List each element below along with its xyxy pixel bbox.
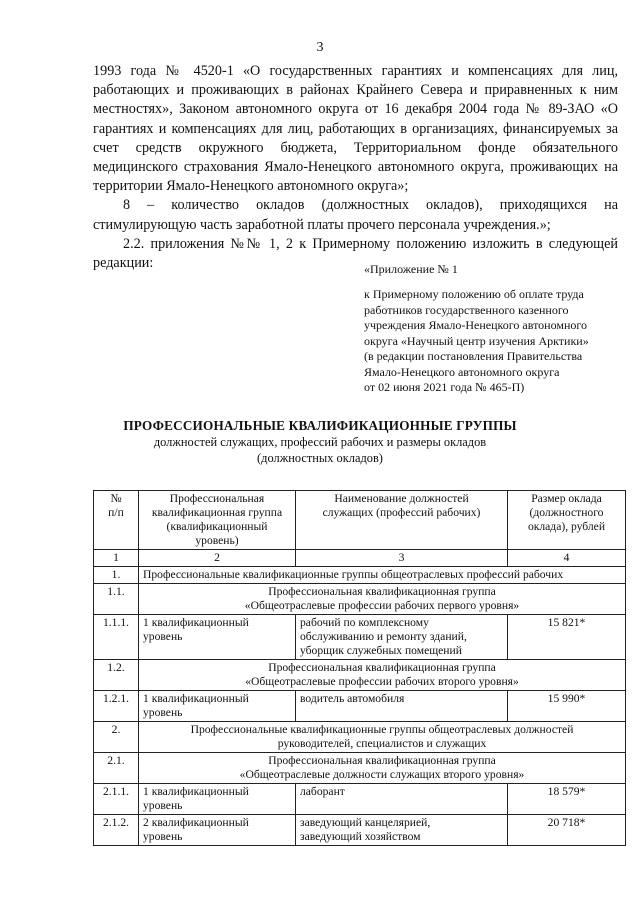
appendix-line: работников государственного казенного <box>364 302 569 317</box>
header-num: № п/п <box>94 491 139 550</box>
table-row <box>94 784 626 815</box>
appendix-line: округа «Научный центр изучения Арктики» <box>364 333 589 348</box>
appendix-line: учреждения Ямало-Ненецкого автономного <box>364 318 587 332</box>
qualification-level: 1 квалификационный уровень <box>139 784 296 815</box>
qualification-level: 1 квалификационный уровень <box>139 615 296 660</box>
section-heading <box>0 418 640 466</box>
qualification-table <box>93 490 626 846</box>
row-number: 2.1.2. <box>94 815 139 846</box>
row-number: 1.2. <box>94 660 139 691</box>
position-name: рабочий по комплексному обслуживанию и ремонту зданий, уборщик служебных помещений <box>296 615 508 660</box>
section-title: Профессиональные квалификационные группы общеотраслевых должностей руководителей, специалистов и служащих <box>139 722 626 753</box>
row-number: 1.1.1. <box>94 615 139 660</box>
table-row <box>94 584 626 615</box>
appendix-line: Ямало-Ненецкого автономного округа <box>364 364 560 379</box>
paragraph-1: 1993 года № 4520-1 «О государственных гарантиях и компенсациях для лиц, работающих и проживающих в районах Крайнего Севера и приравненных к ним местностях», Законом автономного округа от 16 декабря 2004 года № 89-ЗАО «О гарантиях и компенсациях для лиц, работающих в организациях, финансируемых за счет средств окружного бюджета, Территориальном фонде обязательного медицинского страхования Ямало-Ненецкого автономного округа, проживающих на территории Ямало-Ненецкого автономного округа»; <box>93 63 618 195</box>
section-title: Профессиональные квалификационные группы общеотраслевых профессий рабочих <box>139 567 626 584</box>
appendix-title: «Приложение № 1 <box>364 262 458 276</box>
table-row <box>94 615 626 660</box>
header-group: Профессиональная квалификационная группа (квалификационный уровень) <box>139 491 296 550</box>
salary-value: 15 821* <box>508 615 626 660</box>
appendix-line: (в редакции постановления Правительства <box>364 349 583 363</box>
salary-value: 18 579* <box>508 784 626 815</box>
position-name: водитель автомобиля <box>296 691 508 722</box>
column-number-row <box>94 550 626 567</box>
heading-subtitle: (должностных окладов) <box>257 451 383 465</box>
row-number: 1. <box>94 567 139 584</box>
position-name: заведующий канцелярией, заведующий хозяйством <box>296 815 508 846</box>
position-name: лаборант <box>296 784 508 815</box>
column-number: 1 <box>94 550 139 567</box>
row-number: 2. <box>94 722 139 753</box>
salary-value: 20 718* <box>508 815 626 846</box>
row-number: 2.1. <box>94 753 139 784</box>
qualification-level: 1 квалификационный уровень <box>139 691 296 722</box>
table-row <box>94 722 626 753</box>
body-text <box>93 62 618 273</box>
qualification-level: 2 квалификационный уровень <box>139 815 296 846</box>
column-number: 3 <box>296 550 508 567</box>
paragraph-3: 2.2. приложения №№ 1, 2 к Примерному положению изложить в следующей редакции: <box>93 235 618 272</box>
row-number: 1.1. <box>94 584 139 615</box>
salary-value: 15 990* <box>508 691 626 722</box>
column-number: 4 <box>508 550 626 567</box>
heading-subtitle: должностей служащих, профессий рабочих и размеры окладов <box>153 435 487 449</box>
appendix-line: к Примерному положению об оплате труда <box>364 287 584 301</box>
table-row <box>94 815 626 846</box>
group-title: Профессиональная квалификационная группа «Общеотраслевые профессии рабочих первого уровня» <box>139 584 626 615</box>
column-number: 2 <box>139 550 296 567</box>
table-row <box>94 753 626 784</box>
table-row <box>94 660 626 691</box>
appendix-note <box>364 287 624 396</box>
group-title: Профессиональная квалификационная группа «Общеотраслевые должности служащих второго уровня» <box>139 753 626 784</box>
page-number: 3 <box>316 40 324 55</box>
heading-title: ПРОФЕССИОНАЛЬНЫЕ КВАЛИФИКАЦИОННЫЕ ГРУППЫ <box>123 418 517 433</box>
appendix-line: от 02 июня 2021 года № 465-П) <box>364 380 525 394</box>
row-number: 1.2.1. <box>94 691 139 722</box>
table-header-row <box>94 491 626 550</box>
header-position: Наименование должностей служащих (профессий рабочих) <box>296 491 508 550</box>
row-number: 2.1.1. <box>94 784 139 815</box>
header-salary: Размер оклада (должностного оклада), рублей <box>508 491 626 550</box>
paragraph-2: 8 – количество окладов (должностных окладов), приходящихся на стимулирующую часть заработной платы прочего персонала учреждения.»; <box>93 197 618 233</box>
group-title: Профессиональная квалификационная группа «Общеотраслевые профессии рабочих второго уровня» <box>139 660 626 691</box>
table-row <box>94 691 626 722</box>
table-row <box>94 567 626 584</box>
